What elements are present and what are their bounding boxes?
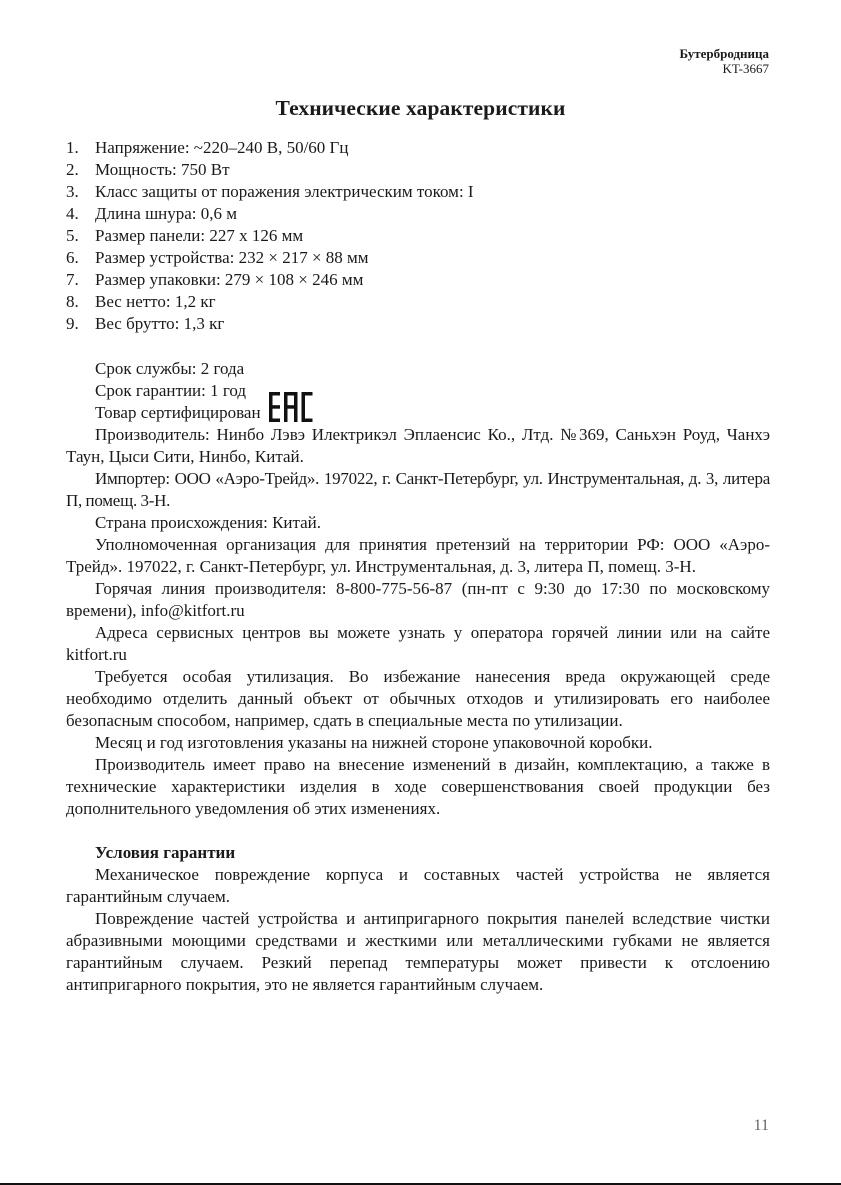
certification-line (66, 402, 770, 424)
spec-item (66, 181, 772, 203)
section-spacer (66, 820, 770, 842)
spec-number: 9. (66, 314, 79, 333)
spec-item (66, 225, 772, 247)
warranty-paragraph-1: Механическое повреждение корпуса и составных частей устройства не является гарантийным случаем. (66, 865, 770, 906)
spec-number: 6. (66, 248, 79, 267)
spec-text: Класс защиты от поражения электрическим током: I (95, 182, 474, 201)
spec-number: 1. (66, 138, 79, 157)
page-title: Технические характеристики (275, 96, 566, 120)
spec-number: 4. (66, 204, 79, 223)
spec-text: Размер панели: 227 х 126 мм (95, 226, 304, 245)
changes-paragraph: Производитель имеет право на внесение изменений в дизайн, комплектацию, а также в технические характеристики изделия в ходе совершенствования своей продукции без дополнительного уведомления об этих изменениях. (66, 755, 770, 818)
spec-item (66, 159, 772, 181)
spec-number: 7. (66, 270, 79, 289)
spec-item (66, 269, 772, 291)
spec-number: 3. (66, 182, 79, 201)
manufacturer-paragraph: Производитель: Нинбо Лэвэ Илектрикэл Эплаенсис Ко., Лтд. №369, Саньхэн Роуд, Чанхэ Таун, Цыси Сити, Нинбо, Китай. (66, 425, 770, 466)
running-header (679, 46, 769, 76)
authorized-org-paragraph: Уполномоченная организация для принятия претензий на территории РФ: ООО «Аэро-Трейд». 197022, г. Санкт-Петербург, ул. Инструментальная, д. 3, литера П, помещ. 3-Н. (66, 535, 770, 576)
importer-paragraph: Импортер: ООО «Аэро-Трейд». 197022, г. Санкт-Петербург, ул. Инструментальная, д. 3, литера П, помещ. 3-Н. (66, 469, 770, 510)
manufacture-date-paragraph: Месяц и год изготовления указаны на нижней стороне упаковочной коробки. (95, 733, 653, 752)
header-product-name: Бутербродница (679, 46, 769, 61)
service-centers-paragraph: Адреса сервисных центров вы можете узнать у оператора горячей линии или на сайте kitfort.ru (66, 623, 770, 664)
spec-item (66, 137, 772, 159)
spec-number: 5. (66, 226, 79, 245)
spec-item (66, 203, 772, 225)
spec-text: Напряжение: ~220–240 В, 50/60 Гц (95, 138, 349, 157)
spec-text: Размер упаковки: 279 × 108 × 246 мм (95, 270, 364, 289)
warranty-period: Срок гарантии: 1 год (95, 381, 247, 400)
origin-paragraph: Страна происхождения: Китай. (95, 513, 322, 532)
spec-text: Вес нетто: 1,2 кг (95, 292, 216, 311)
spec-number: 8. (66, 292, 79, 311)
service-life: Срок службы: 2 года (95, 359, 245, 378)
spec-text: Длина шнура: 0,6 м (95, 204, 238, 223)
specs-list (66, 137, 772, 335)
certified-label: Товар сертифицирован (95, 403, 261, 422)
page-number: 11 (753, 1117, 769, 1134)
spec-item (66, 313, 772, 335)
hotline-paragraph: Горячая линия производителя: 8-800-775-56-87 (пн-пт с 9:30 до 17:30 по московскому времени), info@kitfort.ru (66, 579, 770, 620)
spec-text: Размер устройства: 232 × 217 × 88 мм (95, 248, 369, 267)
spec-item (66, 291, 772, 313)
spec-item (66, 247, 772, 269)
spec-text: Вес брутто: 1,3 кг (95, 314, 225, 333)
header-model: KT-3667 (722, 61, 769, 76)
warranty-paragraph-2: Повреждение частей устройства и антипригарного покрытия панелей вследствие чистки абразивными моющими средствами и жесткими или металлическими губками не является гарантийным случаем. Резкий перепад температуры может привести к отслоению антипригарного покрытия, это не является гарантийным случаем. (66, 909, 770, 994)
eac-mark-icon (269, 392, 313, 422)
disposal-paragraph: Требуется особая утилизация. Во избежание нанесения вреда окружающей среде необходимо отделить данный объект от обычных отходов и утилизировать его наиболее безопасным способом, например, сдать в специальные места по утилизации. (66, 667, 770, 730)
body-text (66, 358, 770, 996)
spec-text: Мощность: 750 Вт (95, 160, 230, 179)
warranty-heading: Условия гарантии (95, 843, 236, 862)
spec-number: 2. (66, 160, 79, 179)
